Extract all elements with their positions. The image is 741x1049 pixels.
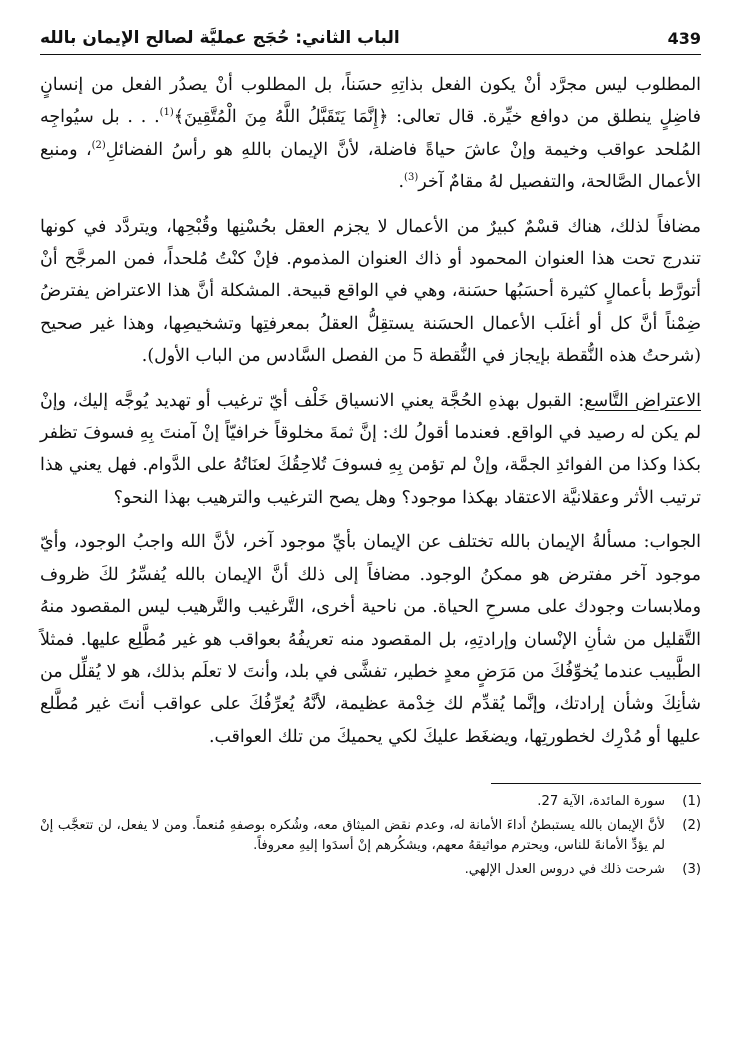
paragraph-text: المطلوب ليس مجرَّد أنْ يكون الفعل بذاتِهِ حسَناً، بل المطلوب أنْ يصدُر الفعل من إنسانٍ فاضِلٍ ينطلق من دوافع خيِّرة. قال تعالى: ﴿إِنَّمَا يَتَقَبَّلُ اللَّهُ مِنَ الْمُتَّقِينَ﴾ [40, 75, 701, 128]
footnote-text: سورة المائدة، الآية 27. [537, 794, 665, 810]
footnote-ref: (1) [159, 107, 174, 119]
footnote-text: شرحت ذلك في دروس العدل الإلهي. [464, 862, 665, 878]
objection-label: الاعتراض التَّاسع [584, 390, 701, 411]
paragraph-text: : القبول بهذهِ الحُجَّة يعني الانسياق خَلْف أيّ ترغيب أو تهديد يُوجَّه إليك، وإنْ لم يكن له رصيد في الواقع. فعندما أقولُ لك: إنَّ ثمةَ مخلوقاً خرافيّاً إنْ آمنتَ بِهِ فسوفَ تظفر بكذا وكذا من الفوائدِ الجمَّة، وإنْ لم تؤمن بِهِ فسوفَ تُلاحِقُكَ لعنَاتُهُ على الدَّوام. فهل يعني هذا ترتيب الأثر وعقلانيَّة الاعتقاد بهكذا موجود؟ وهل يصح الترغيب والترهيب بهذا النحو؟ [40, 390, 701, 508]
footnote [40, 860, 701, 880]
paragraph-text: ، ومنبع الأعمال الصَّالحة، والتفصيل لهُ مقامٌ آخر [40, 139, 701, 193]
footnote [40, 792, 701, 812]
footnote-number: (1) [682, 794, 701, 810]
paragraph: الجواب: مسألةُ الإيمان بالله تختلف عن الإيمان بأيِّ موجود آخر، لأنَّ الله واجبُ الوجود، وأيّ موجود آخر مفترض هو ممكنُ الوجود. مضافاً إلى ذلك أنَّ الإيمان بالله يُفسِّرُ لكَ ظروف وملابسات وجودك على مسرحِ الحياة. من ناحية أخرى، التَّرغيب والتَّرهيب ليس المقصود منهُ التَّقليل من شأنِ الإنْسان وإرادتِهِ، بل المقصود منه تعريفُهُ بعواقب هو غير مُطَّلِع عليها. فمثلاً الطَّبيب عندما يُخوِّفُكَ من مَرَضٍ معدٍ خطير، تفشَّى في بلد، وأنتَ لا تعلَم بذلك، هو لا يُقلِّل من شأنِكَ وشأن إرادتك، وإنَّما يُقدِّم لك خِدْمة عظيمة، لأنَّهُ يُعرِّفُكَ على عواقب أنتَ غير مُطَّلع عليها أو مُدْرِك لخطورتِها، ويضغَط عليكَ لكي يحميكَ من تلك العواقب. [40, 532, 701, 747]
paragraph-text: . . . بل سيُواجِه المُلحد عواقب وخيمة وإنْ عاشَ حياةً فاضلة، لأنَّ الإيمان باللهِ هو رأسُ الفضائلِ [40, 107, 701, 160]
paragraph: مضافاً لذلك، هناك قسْمٌ كبيرٌ من الأعمال لا يجزم العقل بحُسْنِها وقُبْحِها، ويتردَّد في كونها تندرج تحت هذا العنوان المحمود أو ذاك العنوان المذموم. فإنْ كنْتُ مُلحداً، فمن المرجَّح أنْ أتورَّط بأعمالٍ كثيرة أحسَبُها حسَنة، وهي في الواقع قبيحة. المشكلة أنَّ هذا الاعتراض يفترضُ ضِمْناً أنَّ كل أو أغلَب الأعمال الحسَنة يستقِلُّ العقلُ بمعرفتِها وتشخيصِها، وهذا غير صحيح (شرحتُ هذه النُّقطة بإيجاز في النُّقطة 5 من الفصل السَّادس من الباب الأول). [40, 216, 701, 367]
footnotes [40, 792, 701, 880]
paragraph [40, 385, 701, 515]
footnote-number: (3) [682, 862, 701, 878]
footnote-divider [491, 783, 701, 784]
footnote-number: (2) [682, 818, 701, 834]
footnote-text: لأنَّ الإيمان بالله يستبطنُ أداءَ الأمانة له، وعدم نقض الميثاق معه، وشُكره بوصفهِ مُنعماً. ومن لا يفعل، لن تتعجَّب إنْ لم يؤدِّ الأمانةَ للناس، ويحترم مواثيقهُ معهم، ويشكُرهم إنْ أسدَوا إليهِ معروفاً. [40, 818, 665, 854]
page-number: 439 [667, 29, 701, 48]
running-header [40, 22, 701, 55]
footnote [40, 816, 701, 856]
chapter-title: الباب الثاني: حُجَج عمليَّة لصالح الإيمان بالله [40, 28, 400, 48]
main-text [40, 69, 701, 753]
footnote-ref: (2) [91, 140, 106, 152]
paragraph [40, 69, 701, 199]
footnote-ref: (3) [404, 172, 419, 184]
paragraph-text: . [398, 172, 405, 193]
